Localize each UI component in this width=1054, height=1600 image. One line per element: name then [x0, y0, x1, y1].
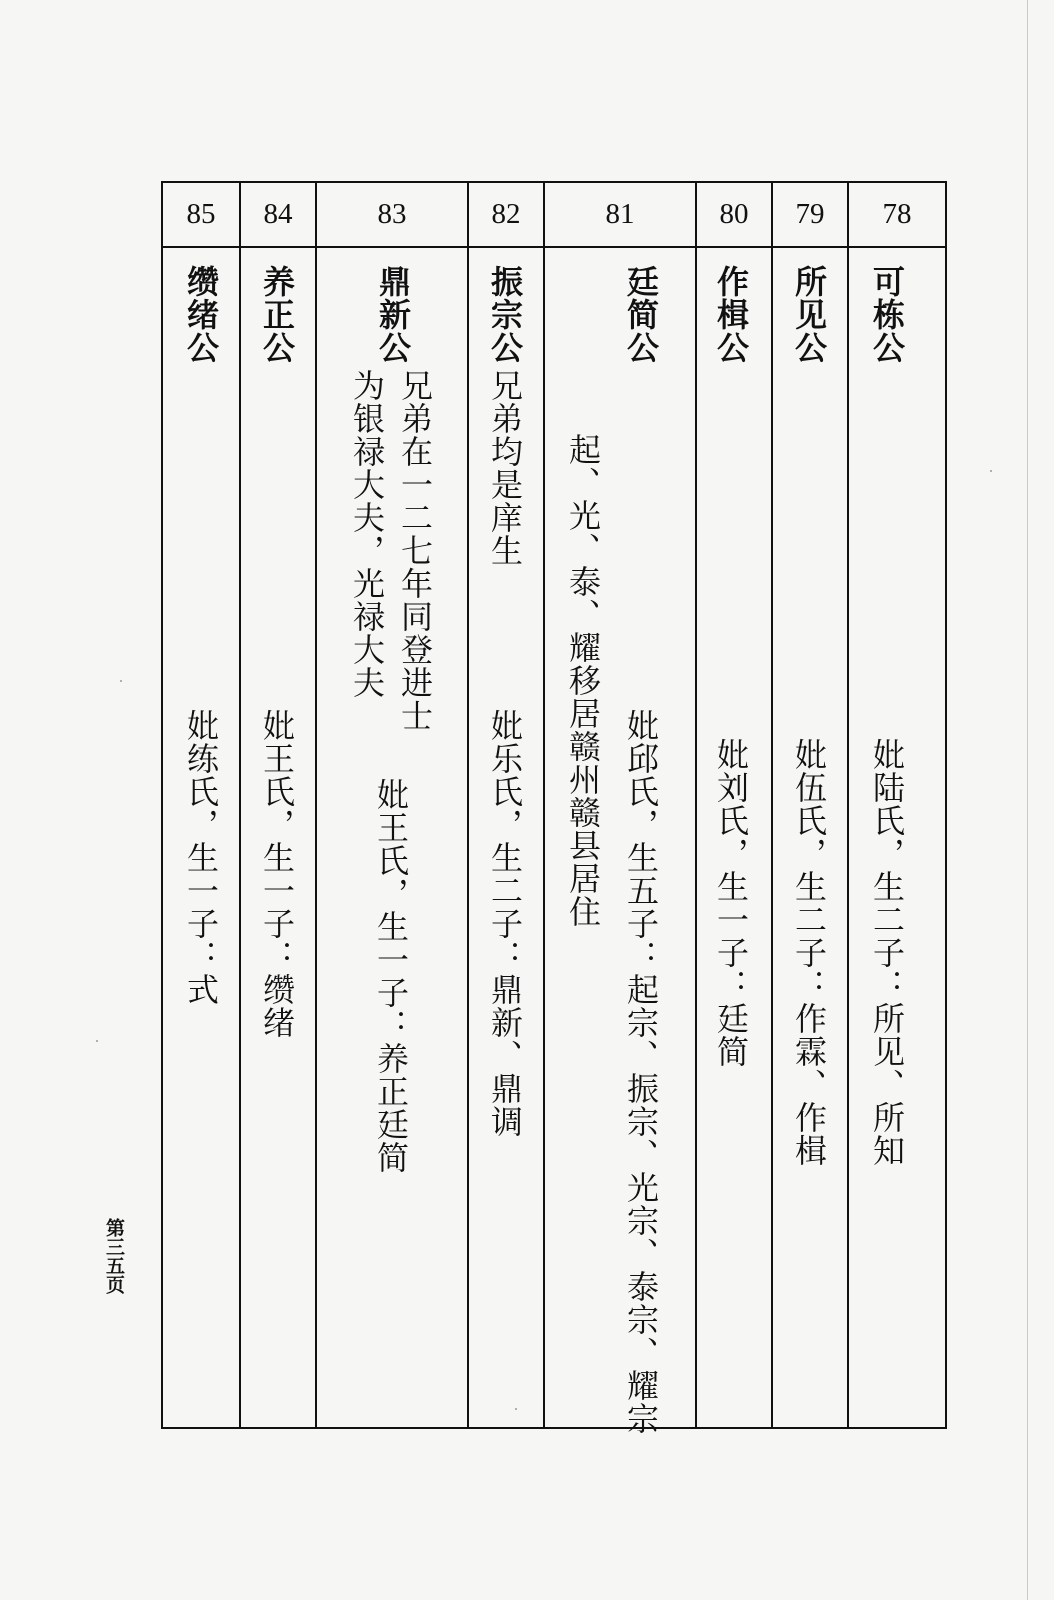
generation-column-84	[239, 183, 315, 1427]
ancestor-name: 可栋公	[868, 265, 906, 364]
detail-line: 起、光、泰、耀移居赣州赣县居住	[564, 433, 602, 928]
generation-column-78	[847, 183, 945, 1427]
page-edge-line	[1027, 0, 1028, 1600]
ancestor-name: 鼎新公	[374, 265, 412, 364]
ancestor-name: 养正公	[258, 265, 296, 364]
ancestor-name: 所见公	[790, 265, 828, 364]
scan-speck	[96, 1040, 98, 1042]
ancestor-name: 振宗公	[486, 265, 524, 364]
generation-number: 79	[773, 183, 847, 248]
spouse-record: 妣邱氏，生五子：起宗、振宗、光宗、泰宗、耀宗	[622, 709, 660, 1435]
generation-number: 81	[545, 183, 695, 248]
generation-column-82	[467, 183, 543, 1427]
generation-column-83	[315, 183, 467, 1427]
generation-number: 84	[241, 183, 315, 248]
generation-column-81	[543, 183, 695, 1435]
generation-number: 80	[697, 183, 771, 248]
spouse-record: 妣刘氏，生一子：廷简	[712, 738, 750, 1068]
scan-speck	[990, 470, 992, 472]
ancestor-name: 作楫公	[712, 265, 750, 364]
generation-number: 85	[163, 183, 239, 248]
ancestor-name: 缵绪公	[182, 265, 220, 364]
generation-number: 83	[317, 183, 467, 248]
spouse-record: 妣练氏，生一子：式	[182, 709, 220, 1006]
detail-line: 为银禄大夫，光禄大夫	[348, 369, 386, 699]
generation-column-79	[771, 183, 847, 1427]
spouse-record: 妣王氏，生一子：缵绪	[258, 709, 296, 1039]
generation-column-85	[163, 183, 239, 1427]
spouse-record: 妣伍氏，生二子：作霖、作楫	[790, 738, 828, 1167]
spouse-record: 妣乐氏，生二子：鼎新、鼎调	[486, 709, 524, 1138]
detail-line: 兄弟在一二七年同登进士	[396, 369, 434, 732]
spouse-record: 妣王氏，生一子：养正廷简	[372, 778, 410, 1174]
spouse-record: 妣陆氏，生二子：所见、所知	[868, 738, 906, 1167]
generation-number: 82	[469, 183, 543, 248]
page-number: 第三五页	[103, 1218, 125, 1294]
scan-speck	[120, 680, 122, 682]
generation-column-80	[695, 183, 771, 1427]
genealogy-table	[161, 181, 947, 1435]
ancestor-name: 廷简公	[622, 265, 660, 364]
detail-line: 兄弟均是庠生	[486, 369, 524, 567]
generation-number: 78	[849, 183, 945, 248]
